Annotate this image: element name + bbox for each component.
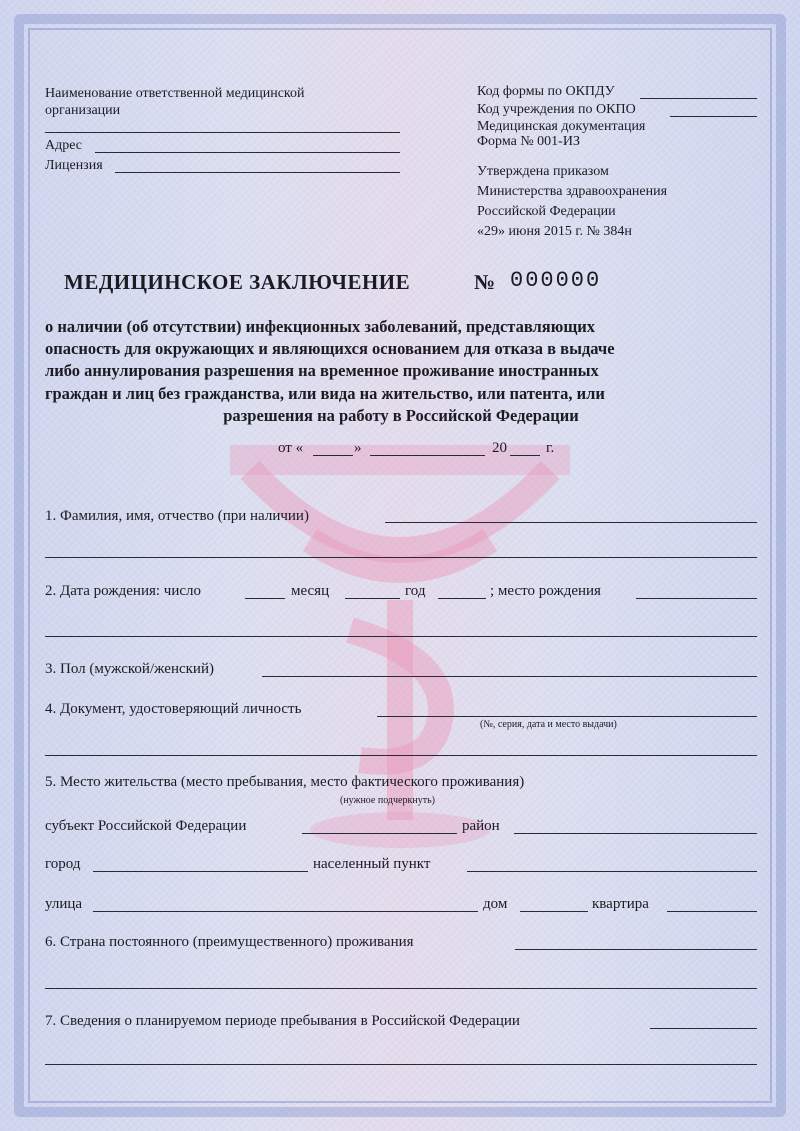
field-5-district-label: район	[462, 818, 500, 834]
field-5-settlement-label: населенный пункт	[313, 856, 431, 872]
field-1-fullname-label: 1. Фамилия, имя, отчество (при наличии)	[45, 508, 309, 524]
field-1-fullname-line[interactable]	[385, 522, 757, 523]
date-close-quote: »	[354, 440, 362, 456]
okpo-line[interactable]	[670, 116, 757, 117]
date-year-prefix: 20	[492, 440, 507, 456]
document-number: 000000	[510, 268, 602, 293]
address-label: Адрес	[45, 138, 83, 153]
date-day-line[interactable]	[313, 455, 353, 456]
field-4-hint: (№, серия, дата и место выдачи)	[480, 719, 617, 730]
field-3-sex-label: 3. Пол (мужской/женский)	[45, 661, 214, 677]
field-2-birth-month-line[interactable]	[345, 598, 400, 599]
order-label: «29» июня 2015 г. № 384н	[477, 224, 632, 239]
okpdu-line[interactable]	[640, 98, 757, 99]
subtitle-line-1: о наличии (об отсутствии) инфекционных заболеваний, представляющих	[45, 317, 596, 336]
field-2-birth-month-label: месяц	[291, 583, 330, 599]
field-5-apartment-label: квартира	[592, 896, 649, 912]
field-2-birth-day-line[interactable]	[245, 598, 285, 599]
subtitle-line-2: опасность для окружающих и являющихся основанием для отказа в выдаче	[45, 339, 615, 358]
field-6-country-label: 6. Страна постоянного (преимущественного) проживания	[45, 934, 414, 950]
org-name-line[interactable]	[45, 132, 400, 133]
document-title: МЕДИЦИНСКОЕ ЗАКЛЮЧЕНИЕ	[64, 270, 411, 294]
field-3-sex-line[interactable]	[262, 676, 757, 677]
field-2-birth-year-label: год	[405, 583, 426, 599]
field-5-street-line[interactable]	[93, 911, 478, 912]
field-7-stay-period-label: 7. Сведения о планируемом периоде пребывания в Российской Федерации	[45, 1013, 520, 1029]
field-4-id-document-label: 4. Документ, удостоверяющий личность	[45, 701, 302, 717]
field-7-stay-period-line-2[interactable]	[45, 1064, 757, 1065]
field-2-birthplace-line[interactable]	[636, 598, 757, 599]
form-number-label: Форма № 001-ИЗ	[477, 134, 580, 149]
field-5-city-label: город	[45, 856, 81, 872]
field-7-stay-period-line[interactable]	[650, 1028, 757, 1029]
federation-label: Российской Федерации	[477, 204, 616, 219]
okpo-label: Код учреждения по ОКПО	[477, 102, 636, 117]
date-year-line[interactable]	[510, 455, 540, 456]
field-5-house-line[interactable]	[520, 911, 588, 912]
field-1-fullname-line-2[interactable]	[45, 557, 757, 558]
date-from-label: от «	[278, 440, 304, 456]
field-6-country-line-2[interactable]	[45, 988, 757, 989]
field-2-birth-year-line[interactable]	[438, 598, 486, 599]
license-label: Лицензия	[45, 158, 103, 173]
field-4-id-document-line[interactable]	[377, 716, 757, 717]
date-year-suffix: г.	[546, 440, 555, 456]
field-5-settlement-line[interactable]	[467, 871, 757, 872]
field-5-street-label: улица	[45, 896, 83, 912]
field-5-apartment-line[interactable]	[667, 911, 757, 912]
org-name-label: Наименование ответственной медицинской	[45, 86, 305, 101]
field-5-subject-line[interactable]	[302, 833, 457, 834]
number-sign: №	[474, 270, 496, 294]
field-5-hint: (нужное подчеркнуть)	[340, 795, 435, 806]
org-name-label-cont: организации	[45, 103, 121, 118]
subtitle-line-5: разрешения на работу в Российской Федерации	[223, 406, 579, 425]
subtitle-line-3: либо аннулирования разрешения на временное проживание иностранных	[45, 361, 599, 380]
field-5-subject-label: субъект Российской Федерации	[45, 818, 247, 834]
date-month-line[interactable]	[370, 455, 485, 456]
field-5-district-line[interactable]	[514, 833, 757, 834]
approved-label: Утверждена приказом	[477, 164, 609, 179]
okpdu-label: Код формы по ОКПДУ	[477, 84, 615, 99]
field-5-city-line[interactable]	[93, 871, 308, 872]
field-4-id-document-line-2[interactable]	[45, 755, 757, 756]
subtitle-line-4: граждан и лиц без гражданства, или вида на жительство, или патента, или	[45, 384, 605, 403]
med-doc-label: Медицинская документация	[477, 119, 646, 134]
address-line[interactable]	[95, 152, 400, 153]
field-2-birthplace-label: ; место рождения	[490, 583, 601, 599]
license-line[interactable]	[115, 172, 400, 173]
field-5-house-label: дом	[483, 896, 508, 912]
field-5-residence-label: 5. Место жительства (место пребывания, место фактического проживания)	[45, 774, 525, 790]
field-2-birth-day-label: 2. Дата рождения: число	[45, 583, 202, 599]
ministry-label: Министерства здравоохранения	[477, 184, 668, 199]
field-2-birthplace-line-2[interactable]	[45, 636, 757, 637]
field-6-country-line[interactable]	[515, 949, 757, 950]
